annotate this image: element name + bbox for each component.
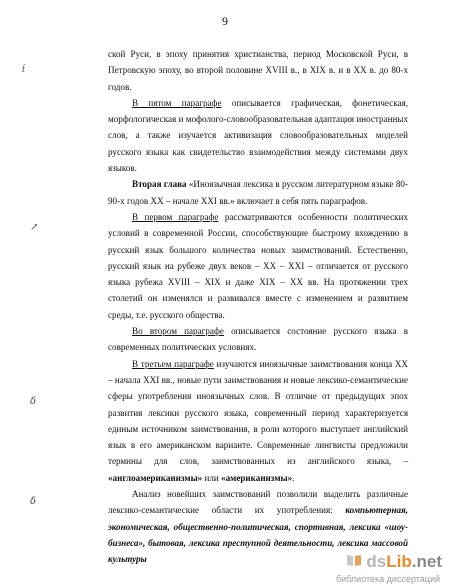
watermark (290, 552, 450, 582)
paragraph-text: изучаются иноязычные заимствования конца XX – начала XXI вв., новые пути заимствования и новые лексико-семантические сферы употребления иноязычных слов. В отличие от предыдущих эпох развития лексики русского языка, современный период характеризуется единым источником заимствования, в роли которого выступает английский язык в его американском варианте. Современные лингвисты предложили термины для слов, заимствованных из английского языка, – (108, 358, 409, 467)
term-americanisms: «американизмы» (221, 472, 293, 483)
paragraph-fifth-section (108, 95, 408, 176)
watermark-logo (346, 552, 442, 572)
paragraph-text: Анализ новейших заимствований позволили выделить различные лексико-семантические области их употребления: (108, 489, 408, 516)
chapter-reference: Вторая глава (132, 179, 187, 190)
paragraph-text: описывается графическая, фонетическая, морфологическая и мофолого-словообразовательная адаптация иностранных слов, а также изучается активизация словообразовательных моделей русского языка как свидетельство взаимодействия между системами двух языков. (108, 97, 408, 174)
term-anglo-americanisms: «англоамериканизмы» (108, 472, 203, 483)
page-number: 9 (222, 14, 228, 28)
paragraph-continuation (108, 46, 408, 95)
section-reference: В третьем параграфе (132, 358, 214, 369)
section-reference: В первом параграфе (132, 211, 219, 222)
paragraph-text: или (202, 472, 222, 483)
paragraph-text: . (292, 472, 295, 483)
paragraph-chapter-two (108, 176, 408, 209)
margin-annotation: ẟ (30, 496, 37, 507)
watermark-subtitle: библиотека диссертаций (335, 574, 440, 584)
section-reference: В пятом параграфе (132, 97, 222, 108)
margin-annotation: ↗ (30, 222, 39, 233)
margin-annotation: ṫ (22, 64, 25, 75)
paragraph-third-section (108, 356, 408, 486)
paragraph-second-section (108, 323, 408, 356)
paragraph-text: «Иноязычная лексика в русском литературном языке 80-90-х годов XX – начале XXI вв.» включает в себя пять параграфов. (108, 179, 408, 206)
lexical-spheres-list: компьютерная, экономическая, общественно-политическая, спортивная, лексика «шоу-бизнеса», бытовая, лексика преступной деятельности, лексика массовой культуры (108, 505, 408, 565)
margin-annotation: ẟ (30, 396, 37, 407)
watermark-wordmark: ds Lib .net (366, 552, 442, 571)
paragraph-text: ской Руси, в эпоху принятия христианства, период Московской Руси, в Петровскую эпоху, во второй половине XVIII в., в XIX в. и в XX в. до 80-х годов. (108, 49, 408, 92)
section-reference: Во втором параграфе (132, 326, 224, 337)
paragraph-text: рассматриваются особенности политических условий в современной России, способствующие быстрому вхождению в русский язык большого количества новых заимствований. Естественно, русский язык на рубеже двух веков – XX – XXI – отличается от русского языка рубежа XVIII – XIX и даже XIX – XX вв. На протяжении трех столетий он изменялся и развивался вместе с изменением и развитием среды, т.е. русского общества. (108, 211, 408, 320)
document-body (108, 46, 408, 568)
book-icon (346, 553, 362, 572)
paragraph-first-section (108, 209, 408, 323)
paragraph-text: описывается состояние русского языка в современных политических условиях. (108, 326, 408, 353)
